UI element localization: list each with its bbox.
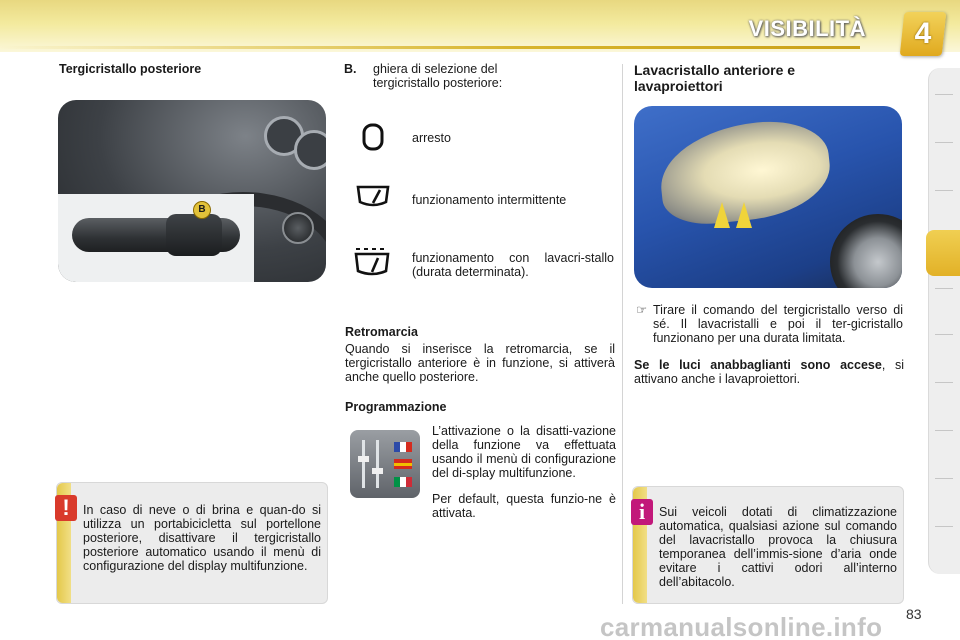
- washer-instruction-text: Tirare il comando del tergicristallo verso di sé. Il lavacristalli e poi il ter-gicristallo funzionano per una durata limitata.: [653, 303, 903, 345]
- programming-default-text: Per default, questa funzio-ne è attivata.: [432, 492, 616, 520]
- b-description: ghiera di selezione del tergicristallo posteriore:: [373, 62, 503, 90]
- tab-divider: [935, 288, 953, 289]
- dipped-beam-bold: Se le luci anabbaglianti sono accese: [634, 358, 882, 372]
- section-heading-front-washer: Lavacristallo anteriore e lavaproiettori: [634, 62, 796, 94]
- page-number: 83: [906, 606, 922, 622]
- warning-note-text: In caso di neve o di brina e quan-do si utilizza un portabicicletta sul portellone posteriore, disattivare il tergicristallo posteriore automatico usando il menù di configurazione del display multifunzione.: [83, 503, 321, 573]
- mode-label-intermittent: funzionamento intermittente: [412, 193, 567, 207]
- configuration-menu-icon: [350, 430, 420, 498]
- wiper-off-icon: [358, 122, 388, 152]
- chapter-number: 4: [914, 17, 932, 50]
- mode-label-wash: funzionamento con lavacri-stallo (durata determinata).: [412, 251, 614, 279]
- headlamp-washer-photo: [634, 106, 902, 288]
- instrument-gauge: [294, 130, 326, 170]
- info-note: [632, 486, 904, 604]
- tab-divider: [935, 94, 953, 95]
- tab-divider: [935, 190, 953, 191]
- page-title: VISIBILITÀ: [748, 16, 866, 41]
- info-note-text: Sui veicoli dotati di climatizzazione automatica, qualsiasi azione sul comando del lavacristallo provoca la chiusura temporanea dell’immis-sione d’aria onde evitare i cattivi odori all’interno dell’abitacolo.: [659, 505, 897, 589]
- dipped-beam-rest: , si attivano anche i lavaproiettori.: [634, 358, 904, 386]
- chapter-tab-active[interactable]: [926, 230, 960, 276]
- bullet-pointer-icon: ☞: [636, 303, 648, 317]
- mode-label-off: arresto: [412, 131, 451, 145]
- wiper-wash-icon: [352, 246, 392, 280]
- tab-divider: [935, 334, 953, 335]
- marker-b: B: [193, 201, 211, 219]
- warning-note: [56, 482, 328, 604]
- watermark: carmanualsonline.info: [600, 612, 883, 640]
- info-icon: i: [631, 499, 653, 525]
- chapter-tab-strip: [928, 68, 960, 574]
- dipped-beam-note: [634, 358, 904, 386]
- chapter-badge: [900, 12, 947, 56]
- rear-wiper-ring: [166, 214, 222, 256]
- tab-divider: [935, 478, 953, 479]
- section-heading-programming: Programmazione: [345, 400, 447, 414]
- wiper-intermittent-icon: [354, 182, 392, 212]
- header-accent-line: [0, 46, 860, 49]
- tab-divider: [935, 430, 953, 431]
- tab-divider: [935, 142, 953, 143]
- section-heading-reverse: Retromarcia: [345, 325, 418, 339]
- warning-icon: !: [55, 495, 77, 521]
- section-heading-rear-wiper: Tergicristallo posteriore: [59, 62, 202, 76]
- programming-text: L’attivazione o la disatti-vazione della funzione va effettuata usando il menù di configurazione del di-splay multifunzione.: [432, 424, 616, 480]
- washer-jet-arrow: [736, 202, 752, 228]
- car-wheel-shape: [830, 214, 902, 288]
- dashboard-stalk-photo: [58, 100, 326, 282]
- tab-divider: [935, 526, 953, 527]
- reverse-text: Quando si inserisce la retromarcia, se il tergicristallo anteriore è in funzione, si attiverà anche quello posteriore.: [345, 342, 615, 384]
- washer-jet-arrow: [714, 202, 730, 228]
- tab-divider: [935, 382, 953, 383]
- stalk-knob-zoom: [282, 212, 314, 244]
- b-label: B.: [344, 62, 357, 76]
- column-divider: [622, 64, 623, 604]
